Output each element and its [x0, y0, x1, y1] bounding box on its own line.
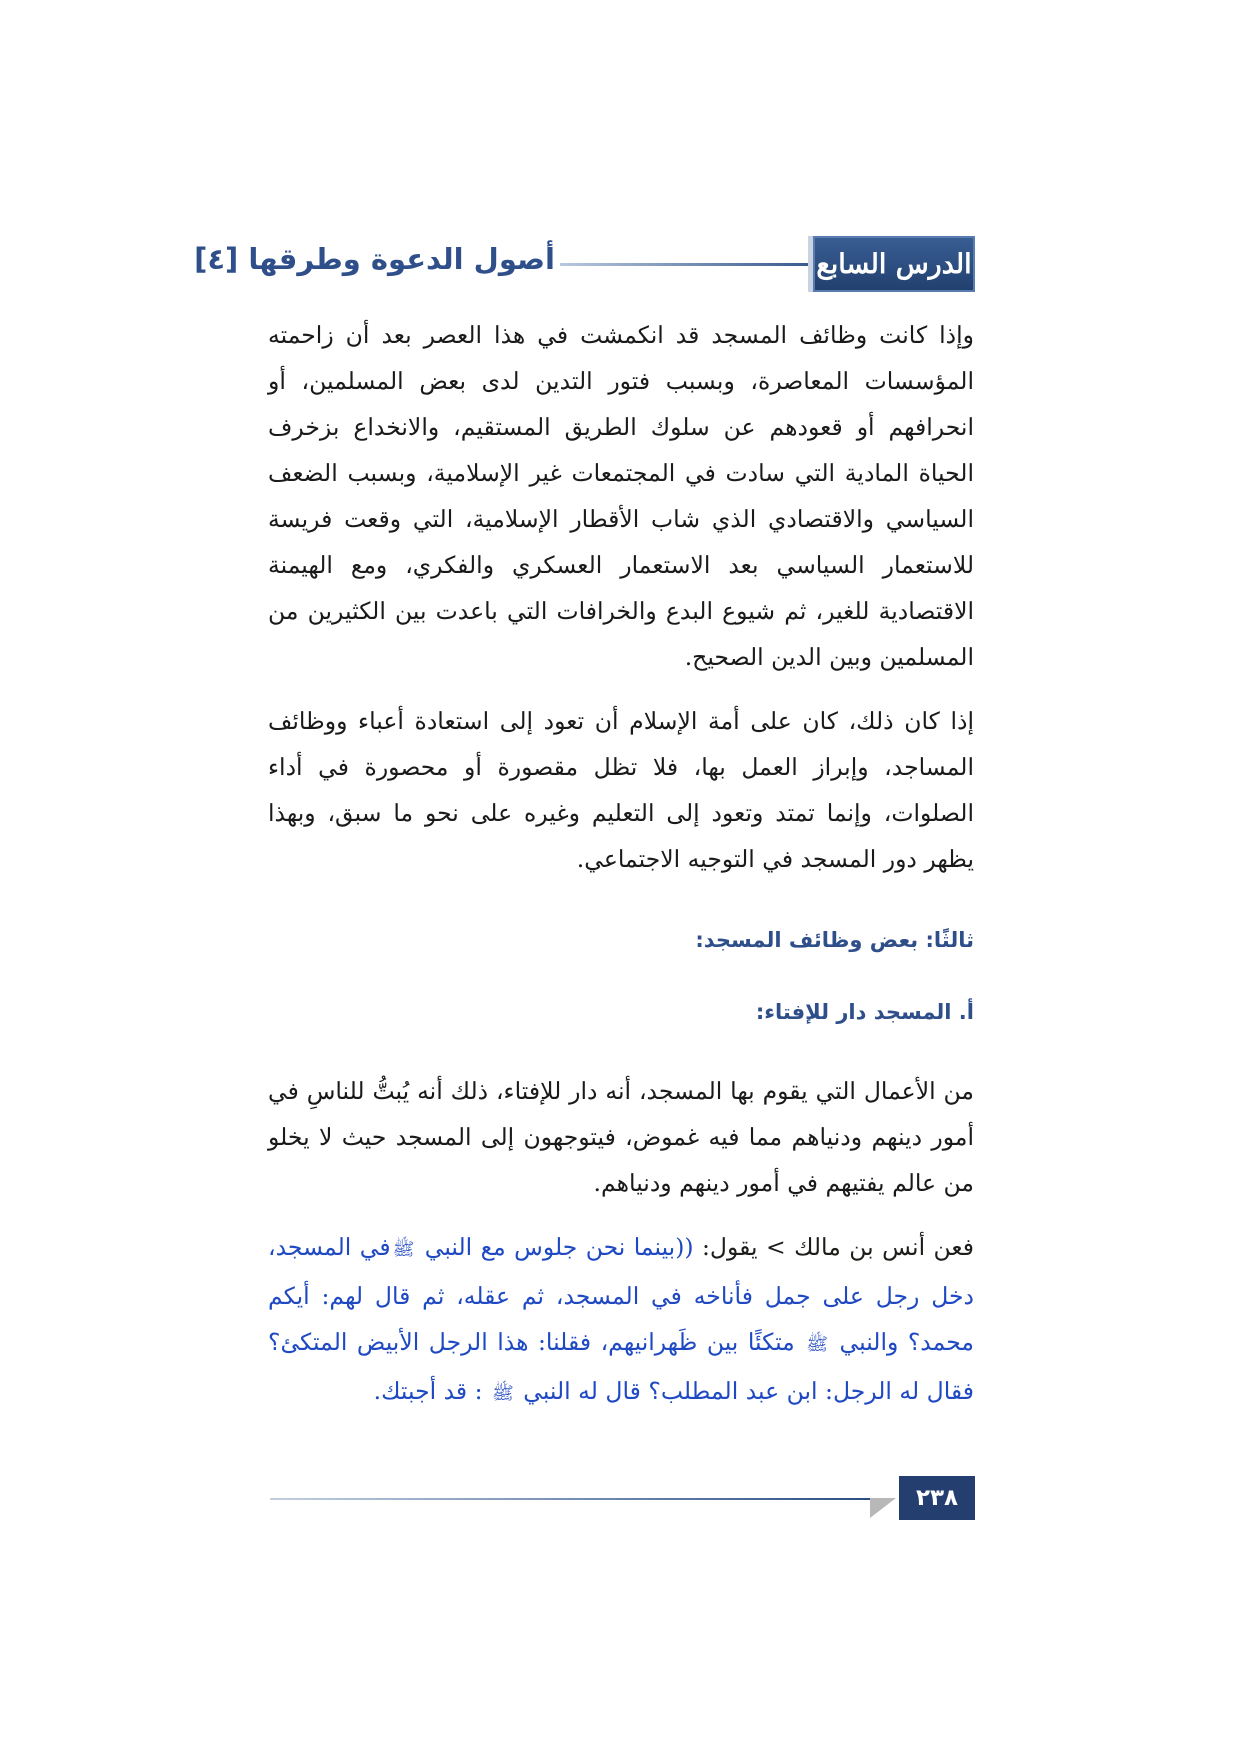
lesson-badge: الدرس السابع	[808, 236, 975, 292]
page-footer	[270, 1476, 975, 1520]
salawat-glyph: ﷺ	[492, 1383, 514, 1404]
hadith-intro: فعن أنس بن مالك > يقول:	[693, 1233, 974, 1261]
hadith-text-part1: ((بينما نحن جلوس مع النبي	[416, 1233, 694, 1261]
hadith-text-part4: : قد أجبتك.	[373, 1377, 491, 1405]
hadith-text-part3: متكئًا بين ظَهرانيهم، فقلنا: هذا الرجل الأبيض المتكئ؟ فقال له الرجل: ابن عبد المطلب؟ قال له النبي	[268, 1328, 974, 1405]
footer-rule-shadow	[870, 1498, 896, 1518]
salawat-glyph: ﷺ	[392, 1239, 415, 1260]
book-title: أصول الدعوة وطرقها [٤]	[194, 242, 555, 276]
subsection-heading: أ. المسجد دار للإفتاء:	[755, 1000, 974, 1024]
paragraph-mosque-revival: إذا كان ذلك، كان على أمة الإسلام أن تعود إلى استعادة أعباء ووظائف المساجد، وإبراز العمل بها، فلا تظل مقصورة أو محصورة في أداء الصلوات، وإنما تمتد وتعود إلى التعليم وغيره على نحو ما سبق، وبهذا يظهر دور المسجد في التوجيه الاجتماعي.	[268, 707, 974, 873]
section-heading: ثالثًا: بعض وظائف المسجد:	[695, 928, 974, 952]
footer-rule	[270, 1498, 870, 1500]
paragraph-fatwa: من الأعمال التي يقوم بها المسجد، أنه دار للإفتاء، ذلك أنه يُبتُّ للناسِ في أمور دينهم ودنياهم مما فيه غموض، فيتوجهون إلى المسجد حيث لا يخلو من عالم يفتيهم في أمور دينهم ودنياهم.	[268, 1077, 974, 1197]
page-body	[268, 312, 974, 1417]
hadith-text-part2: في المسجد، دخل رجل على جمل فأناخه في المسجد، ثم عقله، ثم قال لهم: أيكم محمد؟ والنبي	[268, 1233, 974, 1356]
salawat-glyph: ﷺ	[806, 1334, 829, 1355]
paragraph-mosque-decline: وإذا كانت وظائف المسجد قد انكمشت في هذا العصر بعد أن زاحمته المؤسسات المعاصرة، وبسبب فتور التدين لدى بعض المسلمين، أو انحرافهم أو قعودهم عن سلوك الطريق المستقيم، والانخداع بزخرف الحياة المادية التي سادت في المجتمعات غير الإسلامية، وبسبب الضعف السياسي والاقتصادي الذي شاب الأقطار الإسلامية، التي وقعت فريسة للاستعمار السياسي بعد الاستعمار العسكري والفكري، ومع الهيمنة الاقتصادية للغير، ثم شيوع البدع والخرافات التي باعدت بين الكثيرين من المسلمين وبين الدين الصحيح.	[268, 321, 974, 671]
page-header	[194, 236, 975, 292]
header-rule	[560, 263, 835, 266]
hadith-paragraph	[268, 1224, 974, 1417]
page-number: ٢٣٨	[899, 1476, 975, 1520]
